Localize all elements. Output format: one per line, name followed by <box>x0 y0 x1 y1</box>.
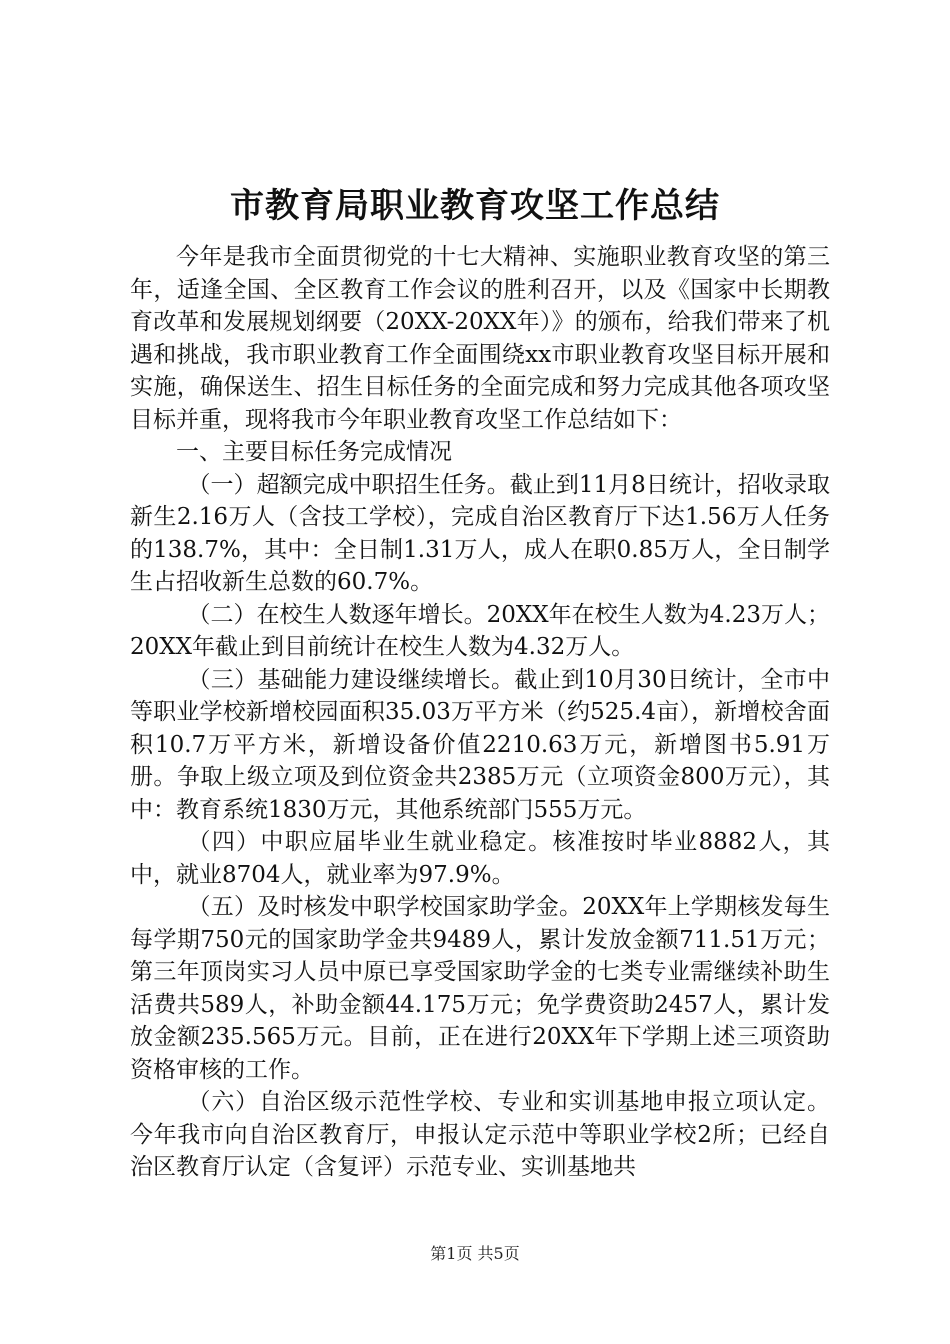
item-paragraph-1: （一）超额完成中职招生任务。截止到11月8日统计，招收录取新生2.16万人（含技工学校），完成自治区教育厅下达1.56万人任务的138.7%，其中：全日制1.31万人，成人在职0.85万人，全日制学生占招收新生总数的60.7%。 <box>130 471 830 595</box>
document-body <box>130 241 830 1184</box>
item-paragraph-2: （二）在校生人数逐年增长。20XX年在校生人数为4.23万人；20XX年截止到目前统计在校生人数为4.32万人。 <box>130 601 830 660</box>
item-paragraph-4: （四）中职应届毕业生就业稳定。核准按时毕业8882人，其中，就业8704人，就业率为97.9%。 <box>130 829 830 888</box>
item-paragraph-3: （三）基础能力建设继续增长。截止到10月30日统计，全市中等职业学校新增校园面积35.03万平方米（约525.4亩），新增校舍面积10.7万平方米，新增设备价值2210.63万元，新增图书5.91万册。争取上级立项及到位资金共2385万元（立项资金800万元），其中：教育系统1830万元，其他系统部门555万元。 <box>130 666 830 823</box>
document-title: 市教育局职业教育攻坚工作总结 <box>230 186 720 226</box>
page-footer: 第1页 共5页 <box>430 1244 520 1263</box>
item-paragraph-6: （六）自治区级示范性学校、专业和实训基地申报立项认定。今年我市向自治区教育厅，申报认定示范中等职业学校2所；已经自治区教育厅认定（含复评）示范专业、实训基地共 <box>130 1089 830 1180</box>
section-heading: 一、主要目标任务完成情况 <box>176 439 452 465</box>
item-paragraph-5: （五）及时核发中职学校国家助学金。20XX年上学期核发每生每学期750元的国家助学金共9489人，累计发放金额711.51万元；第三年顶岗实习人员中原已享受国家助学金的七类专业需继续补助生活费共589人，补助金额44.175万元；免学费资助2457人，累计发放金额235.565万元。目前，正在进行20XX年下学期上述三项资助资格审核的工作。 <box>130 894 830 1083</box>
intro-paragraph: 今年是我市全面贯彻党的十七大精神、实施职业教育攻坚的第三年，适逢全国、全区教育工作会议的胜利召开，以及《国家中长期教育改革和发展规划纲要（20XX-20XX年）》的颁布，给我们带来了机遇和挑战，我市职业教育工作全面围绕xx市职业教育攻坚目标开展和实施，确保送生、招生目标任务的全面完成和努力完成其他各项攻坚目标并重，现将我市今年职业教育攻坚工作总结如下： <box>130 244 830 433</box>
